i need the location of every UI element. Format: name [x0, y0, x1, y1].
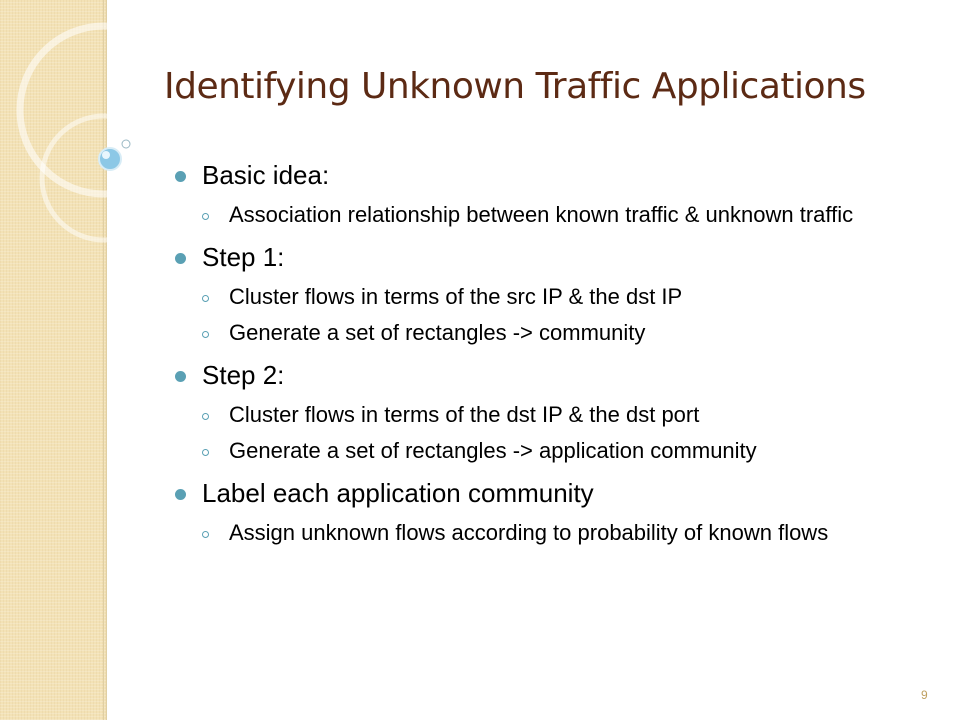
- sub-bullet-item: [175, 440, 935, 462]
- sub-bullet-text: Generate a set of rectangles -> community: [229, 320, 646, 345]
- sub-bullet-ring-icon: [202, 531, 209, 538]
- sub-bullet-item: [175, 322, 935, 344]
- bullet-text: Step 1:: [202, 242, 285, 272]
- sub-bullet-ring-icon: [202, 213, 209, 220]
- sub-bullet-text: Cluster flows in terms of the src IP & the dst IP: [229, 284, 683, 309]
- sub-bullet-ring-icon: [202, 331, 209, 338]
- bullet-item: [175, 160, 935, 190]
- sub-bullet-text: Assign unknown flows according to probability of known flows: [229, 520, 829, 545]
- bullet-dot-icon: [175, 489, 186, 500]
- sub-bullet-item: [175, 286, 935, 308]
- sub-bullet-ring-icon: [202, 413, 209, 420]
- bullet-item: [175, 242, 935, 272]
- sub-bullet-text: Cluster flows in terms of the dst IP & the dst port: [229, 402, 700, 427]
- bullet-text: Basic idea:: [202, 160, 330, 190]
- sub-bullet-ring-icon: [202, 449, 209, 456]
- bullet-dot-icon: [175, 371, 186, 382]
- bullet-item: [175, 360, 935, 390]
- bullet-dot-icon: [175, 171, 186, 182]
- bullet-list: [175, 160, 935, 544]
- page-number: 9: [921, 688, 928, 702]
- slide-title: Identifying Unknown Traffic Applications: [164, 66, 866, 107]
- sub-bullet-item: [175, 522, 935, 544]
- bullet-text: Label each application community: [202, 478, 594, 508]
- sub-bullet-item: [175, 404, 935, 426]
- bullet-text: Step 2:: [202, 360, 285, 390]
- bullet-dot-icon: [175, 253, 186, 264]
- sub-bullet-text: Generate a set of rectangles -> application community: [229, 438, 757, 463]
- decorative-circles: [0, 0, 200, 300]
- sub-bullet-item: [175, 204, 935, 226]
- sub-bullet-ring-icon: [202, 295, 209, 302]
- bullet-item: [175, 478, 935, 508]
- sub-bullet-text: Association relationship between known traffic & unknown traffic: [229, 202, 854, 227]
